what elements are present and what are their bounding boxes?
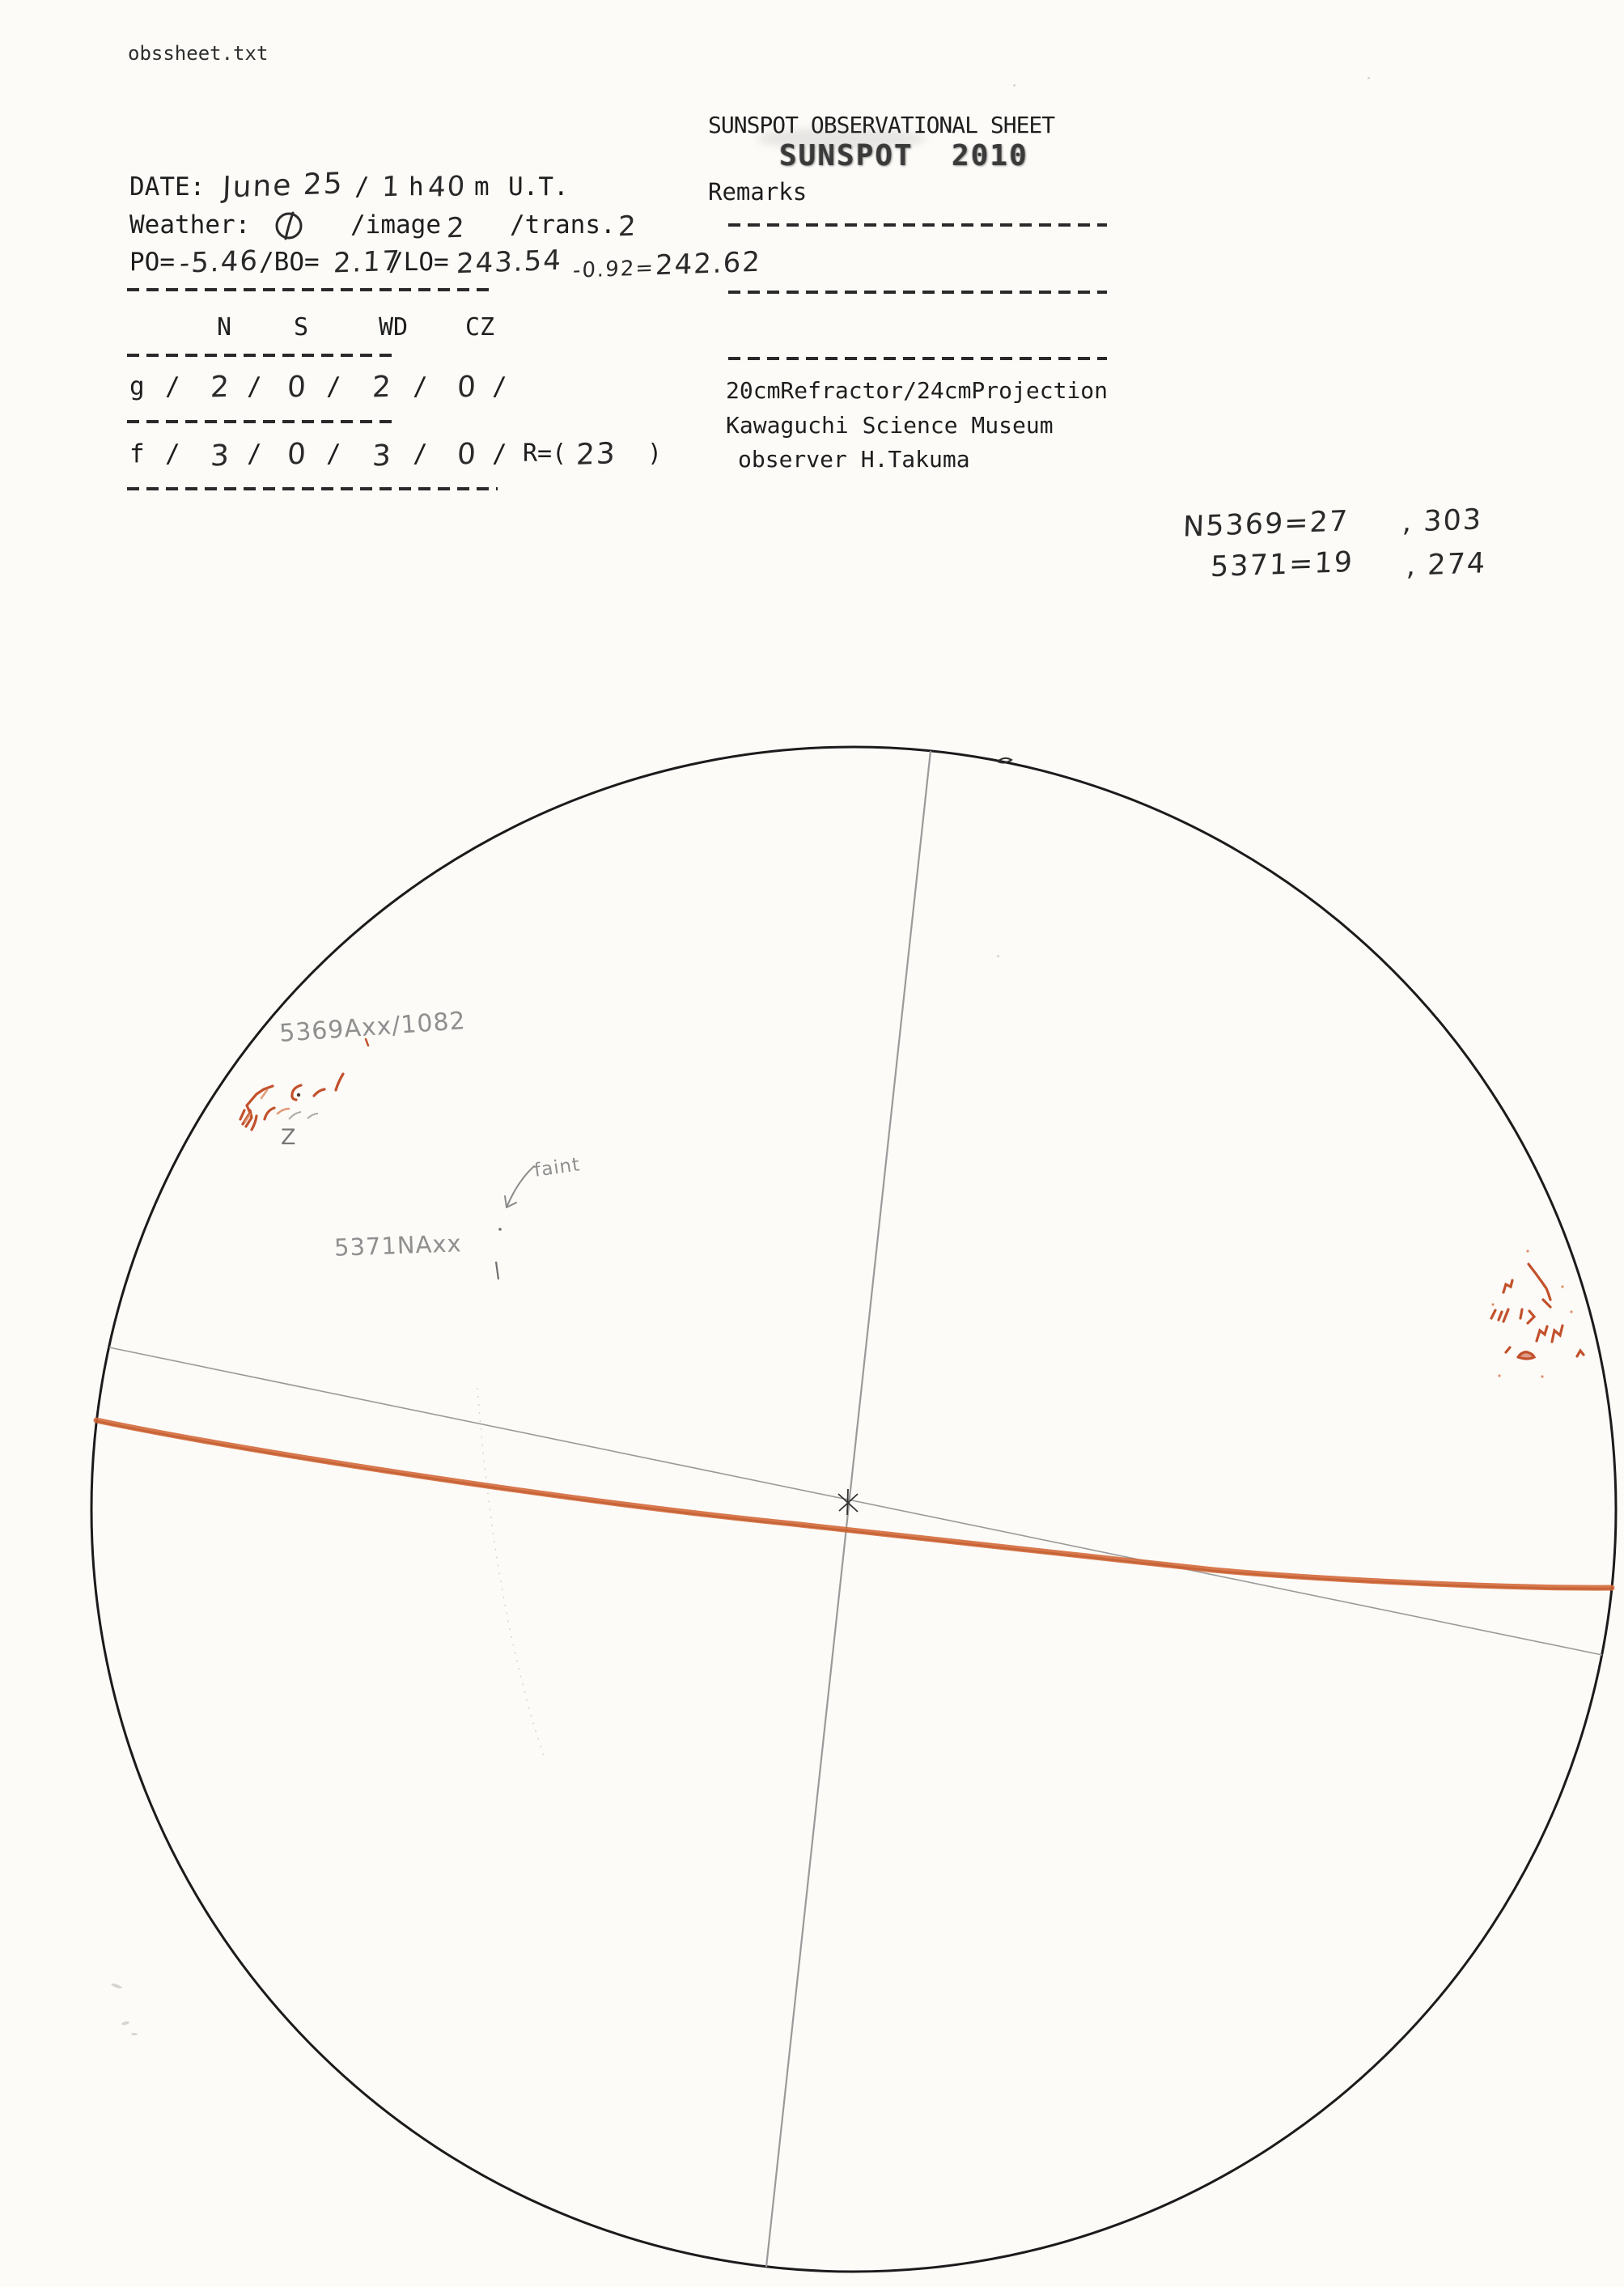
scan-speck (131, 2033, 138, 2035)
disk-transverse-axis-line (109, 1347, 1602, 1655)
date-row (129, 167, 744, 211)
group-5371-faint-spot (498, 1228, 502, 1231)
year-stamp: SUNSPOT 2010 (779, 139, 1028, 172)
group-5369-label: 5369Axx/1082 (278, 1006, 467, 1049)
hour-unit-label: h (409, 172, 424, 202)
g-value-n: 2 (210, 370, 231, 405)
scan-speck (1367, 77, 1370, 79)
instrument-text: 20cmRefractor/24cmProjection (726, 377, 1109, 404)
ut-label: U.T. (508, 172, 569, 202)
bo-label: /BO= (259, 248, 320, 277)
g-value-wd: 2 (371, 370, 393, 405)
bo-value: 2.17 (333, 244, 402, 280)
sunspot-group-5369-sketch (240, 1039, 368, 1130)
weather-label: Weather: (129, 210, 251, 240)
lo-label: /LO= (388, 248, 449, 277)
group-5371-label: 5371NAxx (333, 1229, 463, 1262)
faint-ghost-arc (477, 1388, 544, 1756)
column-header-n: N (217, 313, 232, 342)
minute-unit-label: m (474, 172, 490, 202)
pencil-guide-strokes (289, 1112, 318, 1119)
weather-row (129, 210, 744, 249)
column-header-s: S (294, 313, 309, 342)
divider-dashed-line (127, 487, 498, 490)
divider-dashed-line (127, 420, 396, 423)
f-label: f (129, 439, 145, 469)
f-value-s: 0 (286, 437, 308, 472)
lo-value-final: 242.62 (655, 245, 762, 282)
column-header-cz: CZ (465, 313, 495, 342)
lo-value-correction: -0.92= (572, 256, 655, 283)
equator-orange-pencil-line (96, 1420, 1612, 1588)
date-value: June 25 (222, 167, 345, 205)
divider-dashed-line (127, 288, 496, 291)
slash: / (165, 372, 180, 401)
slash: / (247, 439, 262, 469)
faint-annotation-arrow (505, 1166, 534, 1207)
date-label: DATE: (129, 172, 206, 202)
slash: / (413, 439, 428, 469)
disk-vertical-axis-line (766, 751, 931, 2267)
note-group1-count: , 303 (1401, 503, 1483, 539)
note-group2-count: , 274 (1406, 547, 1487, 583)
column-header-wd: WD (379, 313, 409, 342)
divider-dashed-line (127, 354, 396, 357)
group-5371-spot-stroke (496, 1262, 498, 1279)
remarks-line (728, 223, 1107, 227)
ephemeris-row (129, 244, 777, 286)
weather-clear-symbol-icon (272, 209, 306, 246)
scan-speck (997, 955, 999, 957)
slash: / (326, 439, 341, 469)
image-quality-label: /image (350, 210, 441, 240)
g-value-cz: 0 (456, 370, 478, 405)
count-table-header-row (129, 313, 550, 352)
g-value-s: 0 (286, 370, 308, 405)
sunspot-group-west-limb-sketch (1491, 1264, 1584, 1359)
slash: / (413, 372, 428, 401)
slash: / (492, 372, 507, 401)
relative-number-label: R=( (523, 439, 567, 468)
filename-text: obssheet.txt (128, 42, 269, 65)
hour-value: 1 (381, 170, 402, 204)
solar-disk-drawing (0, 696, 1624, 2287)
relative-number-value: 23 (575, 437, 617, 472)
observer-text: observer H.Takuma (738, 446, 970, 473)
site-text: Kawaguchi Science Museum (726, 412, 1054, 439)
page-title: SUNSPOT OBSERVATIONAL SHEET (708, 112, 1055, 138)
equator-line-texture (96, 1421, 1612, 1589)
remarks-line (728, 357, 1107, 360)
remarks-line (728, 291, 1107, 294)
g-label: g (129, 372, 145, 401)
sunspot-blob (1518, 1351, 1534, 1360)
note-group1-id: N5369=27 (1182, 505, 1350, 544)
remarks-label: Remarks (708, 178, 808, 206)
minute-value: 40 (427, 170, 467, 204)
group-count-row (129, 372, 696, 411)
po-value: -5.46 (179, 244, 260, 280)
image-quality-value: 2 (446, 211, 467, 245)
transparency-label: /trans. (510, 210, 616, 240)
relative-number-close-paren: ) (647, 439, 663, 468)
slash: / (165, 439, 180, 469)
f-value-wd: 3 (371, 439, 393, 473)
f-value-n: 3 (210, 439, 231, 473)
faint-annotation-label: faint (532, 1154, 582, 1182)
solar-disk-outline (91, 747, 1616, 2272)
lo-value-main: 243.54 (456, 244, 563, 281)
spot-count-row (129, 439, 696, 478)
slash: / (354, 172, 370, 202)
f-value-cz: 0 (456, 437, 478, 472)
group-5369-z-mark: Z (281, 1125, 297, 1150)
transparency-value: 2 (617, 210, 638, 244)
slash: / (492, 439, 507, 469)
po-label: PO= (129, 248, 175, 277)
slash: / (326, 372, 341, 401)
disk-center-mark (838, 1489, 858, 1515)
sunspot-umbra-dot (297, 1093, 300, 1097)
scan-speck (1013, 84, 1016, 87)
note-group2-id: 5371=19 (1210, 545, 1355, 584)
slash: / (247, 372, 262, 401)
